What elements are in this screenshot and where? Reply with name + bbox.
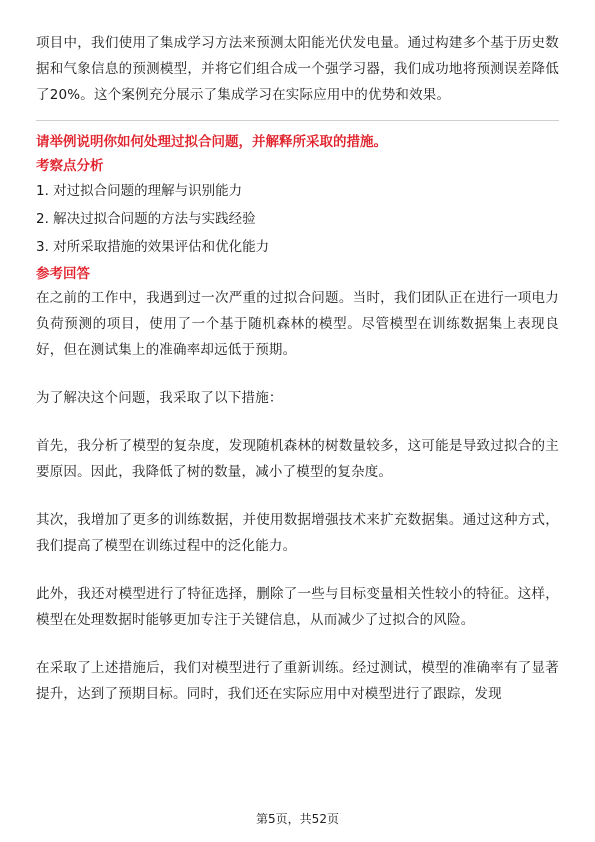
question-title: 请举例说明你如何处理过拟合问题，并解释所采取的措施。 [36, 134, 387, 150]
analysis-heading: 考察点分析 [36, 158, 104, 174]
answer-paragraph: 在之前的工作中，我遇到过一次严重的过拟合问题。当时，我们团队正在进行一项电力负荷预测的项目，使用了一个基于随机森林的模型。尽管模型在训练数据集上表现良好，但在测试集上的准确率却远低于预期。 [36, 290, 559, 358]
paragraph-spacer [36, 633, 559, 655]
section-divider [36, 120, 559, 121]
analysis-item: 1. 对过拟合问题的理解与识别能力 [36, 183, 243, 199]
paragraph-spacer [36, 559, 559, 581]
intro-paragraph: 项目中，我们使用了集成学习方法来预测太阳能光伏发电量。通过构建多个基于历史数据和气象信息的预测模型，并将它们组合成一个强学习器，我们成功地将预测误差降低了20%。这个案例充分展示了集成学习在实际应用中的优势和效果。 [36, 35, 559, 103]
analysis-item: 3. 对所采取措施的效果评估和优化能力 [36, 239, 270, 255]
paragraph-spacer [36, 485, 559, 507]
analysis-item: 2. 解决过拟合问题的方法与实践经验 [36, 211, 256, 227]
answer-paragraph: 为了解决这个问题，我采取了以下措施： [36, 390, 283, 406]
answer-paragraph: 首先，我分析了模型的复杂度，发现随机森林的树数量较多，这可能是导致过拟合的主要原因。因此，我降低了树的数量，减小了模型的复杂度。 [36, 438, 559, 480]
document-page [36, 30, 559, 707]
answer-paragraph: 其次，我增加了更多的训练数据，并使用数据增强技术来扩充数据集。通过这种方式，我们提高了模型在训练过程中的泛化能力。 [36, 512, 559, 554]
answer-heading: 参考回答 [36, 266, 90, 282]
analysis-list [36, 177, 559, 261]
page-number: 第5页，共52页 [256, 812, 339, 826]
paragraph-spacer [36, 363, 559, 385]
answer-paragraph: 在采取了上述措施后，我们对模型进行了重新训练。经过测试，模型的准确率有了显著提升，达到了预期目标。同时，我们还在实际应用中对模型进行了跟踪，发现 [36, 660, 559, 702]
paragraph-spacer [36, 411, 559, 433]
answer-paragraph: 此外，我还对模型进行了特征选择，删除了一些与目标变量相关性较小的特征。这样，模型在处理数据时能够更加专注于关键信息，从而减少了过拟合的风险。 [36, 586, 559, 628]
